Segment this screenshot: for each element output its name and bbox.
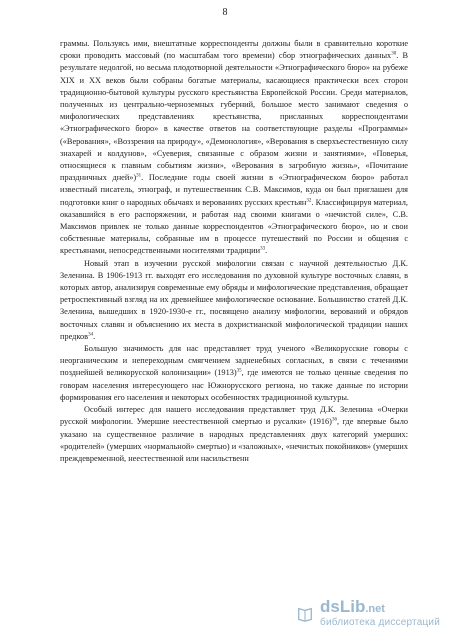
text-run: Новый этап в изучении русской мифологии связан с научной деятельностью Д.К. Зеленина. В 1906-1913 гг. выходят его исследования по духовной культуре восточных славян, в которых автор, анализируя современные ему обряды и мифологические представления, обращает ретроспективный взгляд на их древнейшее мифологическое основание. Большинство статей Д.К. Зеленина, вышедших в 1920-1930-е гг., посвящено анализу мифологии, верований и обрядов восточных славян и объяснению их места в дохристианской мифологической традиции наших предков (60, 258, 408, 341)
text-run: . В результате недолгой, но весьма плодотворной деятельности «Этнографического бюро» на рубеже XIX и XX веков были собраны богатые материалы, касающиеся практически всех сторон традиционно-бытовой культуры русского крестьянства Европейской России. Среди материалов, полученных из центрально-черноземных губерний, большое место занимают сведения о мифологических представлениях крестьянства, присланных корреспондентами «Этнографического бюро» в качестве ответов на соответствующие разделы «Программы» («Верования», «Воззрения на природу», «Демонология», «Верования в сверхъестественную силу знахарей и колдунов», «Суеверия, связанные с образом жизни и занятиями», «Поверья, относящиеся к главным событиям жизни», «Верования в загробную жизнь», «Почитание праздничных дней») (60, 51, 408, 183)
footnote-ref: 35 (236, 368, 242, 374)
watermark-brand (320, 599, 440, 617)
page-number: 8 (222, 7, 228, 18)
footnote-ref: 33 (260, 246, 266, 252)
text-run: , где впервые было указано на существенное различие в народных представлениях двух категорий умерших: «родителей» (умерших «нормальной» смертью) и «заложных», «нечистых покойников» (умерших преждевременной, неестественной или насильственн (60, 417, 409, 463)
paragraph (60, 404, 408, 465)
text-run: граммы. Пользуясь ими, внештатные корреспонденты должны были в сравнительно короткие сроки проводить массовый (по масштабам того времени) сбор этнографических данных (60, 39, 408, 61)
book-leaf-icon (296, 605, 314, 623)
footnote-ref: 34 (88, 332, 94, 338)
footnote-ref: 31 (136, 173, 142, 179)
dslib-watermark[interactable] (296, 599, 440, 629)
paragraph (60, 38, 408, 258)
text-run: . (93, 331, 96, 341)
body-text (60, 38, 408, 465)
watermark-brand-suffix: .net (365, 603, 385, 615)
text-run: Особый интерес для нашего исследования представляет труд Д.К. Зеленина «Очерки русской мифологии. Умершие неестественной смертью и русалки» (1916) (60, 405, 408, 427)
paragraph (60, 258, 408, 343)
text-run: . (265, 246, 268, 256)
text-run: . Последние годы своей жизни в «Этнографическом бюро» работал известный писатель, этнограф, и путешественник С.В. Максимов, куда он был приглашен для подготовки книг о народных обычаях и верованиях русских крестьян (60, 173, 408, 207)
text-run: . Классифицируя материал, оказавшийся в его распоряжении, и работая над своими книгами о «нечистой силе», С.В. Максимов привлек не только данные корреспондентов «Этнографического бюро», но и свои собственные материалы, собранные им в процессе путешествий по России и общения с крестьянами, непосредственными носителями традиции (60, 197, 408, 256)
paragraph (60, 343, 408, 404)
watermark-caption: библиотека диссертаций (320, 617, 440, 628)
footnote-ref: 30 (391, 51, 397, 57)
watermark-brand-main: dsLib (320, 597, 366, 616)
footnote-ref: 32 (306, 198, 312, 204)
text-run: Большую значимость для нас представляет труд ученого «Великорусские говоры с неорганическим и непереходным смягчением задненебных согласных, в связи с течениями позднейшей великорусской колонизации» (1913) (60, 344, 408, 378)
footnote-ref: 36 (331, 417, 337, 423)
text-run: , где имеются не только ценные сведения по говорам населения интересующего нас Южнорусского региона, но также данные по истории формирования его населения и некоторых особенностях традиционной культуры. (60, 368, 408, 402)
